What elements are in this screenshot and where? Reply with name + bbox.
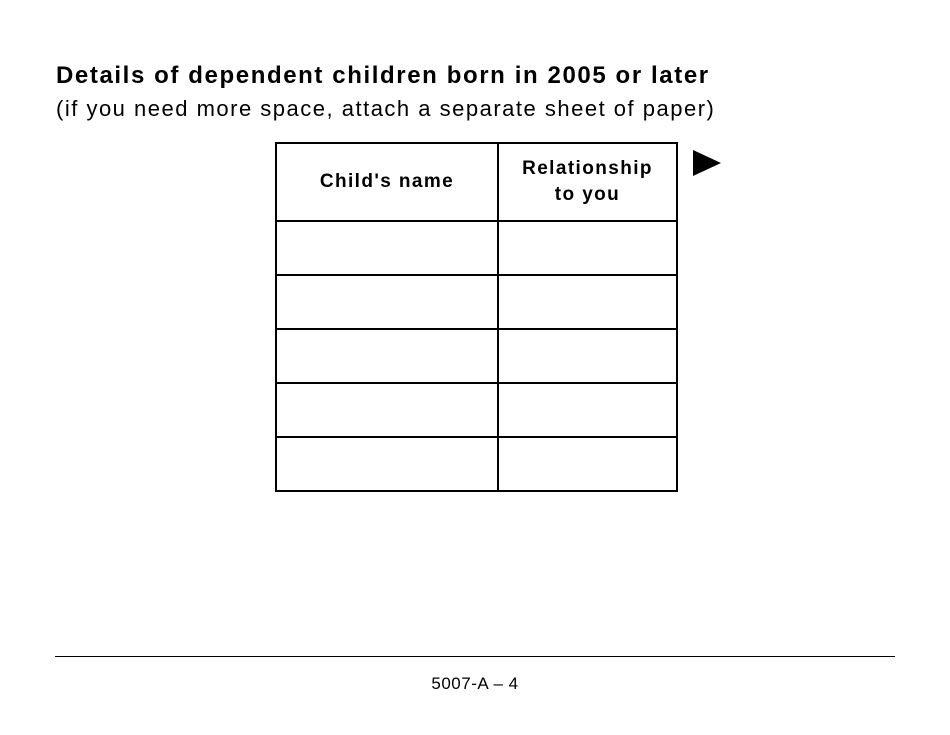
child-name-cell[interactable] — [276, 329, 498, 383]
page-number: 5007-A – 4 — [431, 674, 519, 693]
table-header-row — [276, 143, 677, 221]
table-row — [276, 329, 677, 383]
footer-divider — [55, 656, 895, 657]
child-name-cell[interactable] — [276, 437, 498, 491]
relationship-cell[interactable] — [498, 275, 677, 329]
relationship-header — [498, 143, 677, 221]
child-name-cell[interactable] — [276, 275, 498, 329]
table-row — [276, 221, 677, 275]
relationship-cell[interactable] — [498, 437, 677, 491]
table-row — [276, 383, 677, 437]
relationship-header-line2: to you — [554, 184, 621, 205]
child-name-cell[interactable] — [276, 221, 498, 275]
dependent-children-table — [275, 142, 678, 492]
relationship-cell[interactable] — [498, 329, 677, 383]
relationship-cell[interactable] — [498, 221, 677, 275]
right-pointing-triangle-icon — [693, 150, 721, 176]
table-row — [276, 275, 677, 329]
table-row — [276, 437, 677, 491]
relationship-cell[interactable] — [498, 383, 677, 437]
section-title: Details of dependent children born in 2005 or later — [56, 62, 710, 89]
section-subtitle: (if you need more space, attach a separate sheet of paper) — [56, 96, 716, 121]
child-name-header: Child's name — [276, 143, 498, 221]
child-name-cell[interactable] — [276, 383, 498, 437]
relationship-header-line1: Relationship — [522, 158, 653, 179]
